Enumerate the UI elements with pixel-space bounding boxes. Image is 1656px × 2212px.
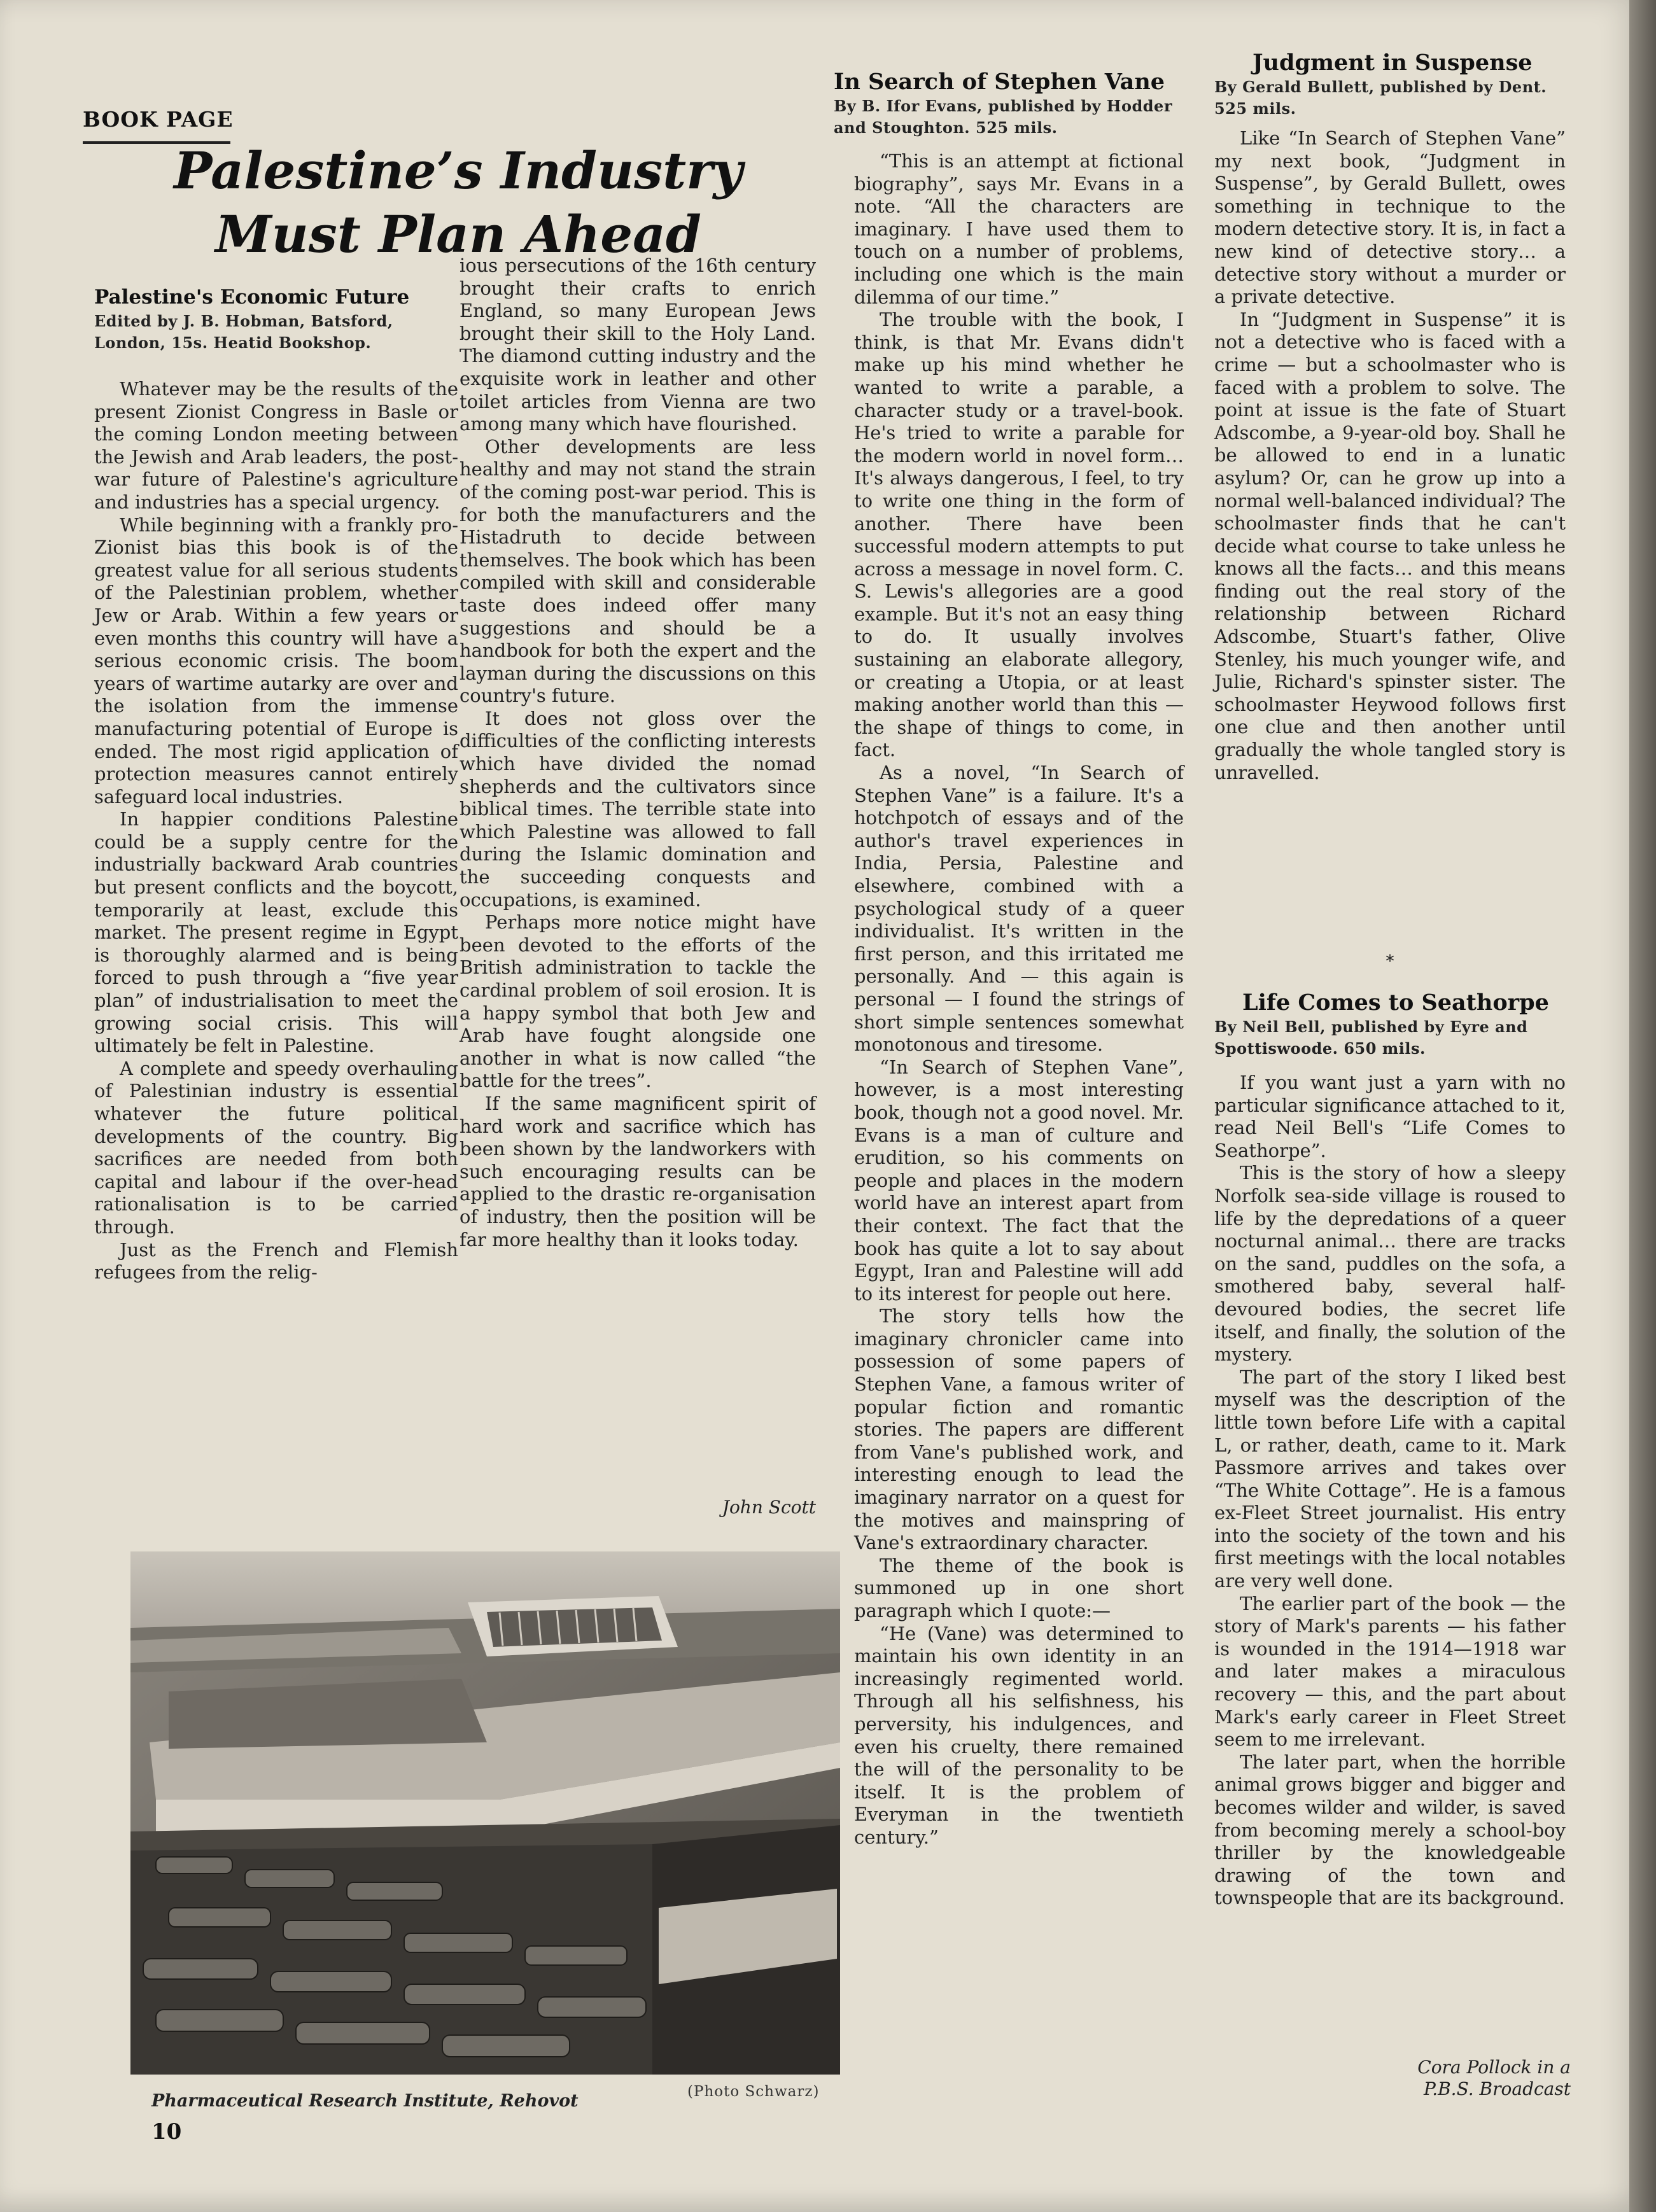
review2-meta: By B. Ifor Evans, published by Hodder and Stoughton. 525 mils.: [834, 97, 1172, 137]
review4-header: [1214, 990, 1571, 1060]
review1-paragraph: It does not gloss over the difficulties of the conflicting interests which have divided the nomad shepherds and the cultivators since biblical times. The terrible state into which Palestine was allowed to fall during the Islamic domination and the succeeding conquests and occupations, is examined.: [460, 707, 816, 911]
review2-paragraph: “He (Vane) was determined to maintain his own identity in an increasingly regimented world. Through all his selfishness, his perversity, his indulgences, and even his cruelty, there remained the will of the personality to be itself. It is the problem of Everyman in the twentieth century.”: [854, 1622, 1184, 1848]
review1-meta: Edited by J. B. Hobman, Batsford, London, 15s. Heatid Bookshop.: [94, 312, 393, 352]
headline-line1: Palestine’s Industry: [174, 141, 743, 200]
review1-paragraph: Just as the French and Flemish refugees from the relig-: [94, 1238, 458, 1284]
review3-paragraph: Like “In Search of Stephen Vane” my next book, “Judgment in Suspense”, by Gerald Bullett, owes something in technique to the modern detective story. It is, in fact a new kind of detective story… a detective story without a murder or a private detective.: [1214, 127, 1566, 308]
review1-paragraph: If the same magnificent spirit of hard work and sacrifice which has been shown by the landworkers with such encouraging results can be applied to the drastic re-organisation of industry, then the position will be far more healthy than it looks today.: [460, 1092, 816, 1250]
separator-star: *: [1386, 952, 1394, 971]
review4-meta: By Neil Bell, published by Eyre and Spottiswoode. 650 mils.: [1214, 1018, 1528, 1058]
review2-paragraph: “This is an attempt at fictional biography”, says Mr. Evans in a note. “All the characters are imaginary. I have used them to touch on a number of problems, including one which is the main dilemma of our time.”: [854, 150, 1184, 308]
institute-photo: [130, 1551, 840, 2075]
review2-paragraph: The theme of the book is summoned up in one short paragraph which I quote:—: [854, 1554, 1184, 1621]
review4-paragraph: This is the story of how a sleepy Norfolk sea-side village is roused to life by the depredations of a queer nocturnal animal… there are tracks on the sand, puddles on the sofa, a smothered baby, several half-devoured bodies, the secret life itself, and finally, the solution of the mystery.: [1214, 1162, 1566, 1366]
photo-credit: (Photo Schwarz): [687, 2083, 820, 2100]
headline-line2: Must Plan Ahead: [215, 204, 701, 264]
review1-paragraph: While beginning with a frankly pro-Zionist bias this book is of the greatest value for all serious students of the Palestinian problem, whether Jew or Arab. Within a few years or even months this country will have a serious economic crisis. The boom years of wartime autarky are over and the isolation from the immense manufacturing potential of Europe is ended. The most rigid application of protection measures cannot entirely safeguard local industries.: [94, 514, 458, 808]
review1-signature: John Scott: [722, 1497, 816, 1518]
review4-paragraph: If you want just a yarn with no particular significance attached to it, read Neil Bell's “Life Comes to Seathorpe”.: [1214, 1072, 1566, 1161]
review2-paragraph: The trouble with the book, I think, is that Mr. Evans didn't make up his mind whether he wanted to write a parable, a character study or a travel-book. He's tried to write a parable for the modern world in novel form… It's always dangerous, I feel, to try to write one thing in the form of another. There have been successful modern attempts to put across a message in novel form. C. S. Lewis's allegories are a good example. But it's not an easy thing to do. It usually involves sustaining an elaborate allegory, or creating a Utopia, or at least making another world than this — the shape of things to come, in fact.: [854, 309, 1184, 761]
review1-paragraph: Other developments are less healthy and may not stand the strain of the coming post-war period. This is for both the manufacturers and the Histadruth to decide between themselves. The book which has been compiled with skill and considerable taste does indeed offer many suggestions and should be a handbook for both the expert and the layman during the discussions on this country's future.: [460, 435, 816, 707]
institute-photo-illustration: [130, 1551, 840, 2075]
review4-signature-line1: Cora Pollock in a: [1417, 2057, 1571, 2078]
review1-paragraph: In happier conditions Palestine could be a supply centre for the industrially backward Arab countries but present conflicts and the boycott, temporarily at least, exclude this market. The present regime in Egypt is thoroughly alarmed and is being forced to push through a “five year plan” of industrialisation to meet the growing social crisis. This will ultimately be felt in Palestine.: [94, 808, 458, 1057]
review3-title: Judgment in Suspense: [1253, 50, 1533, 76]
page-edge-shadow: [1629, 0, 1656, 2212]
photo-caption: Pharmaceutical Research Institute, Rehovot: [151, 2091, 579, 2111]
review4-signature-line2: P.B.S. Broadcast: [1424, 2078, 1571, 2099]
review1-title: Palestine's Economic Future: [94, 286, 410, 309]
page-number: 10: [151, 2119, 182, 2145]
review4-paragraph: The part of the story I liked best myself was the description of the little town before Life with a capital L, or rather, death, came to it. Mark Passmore arrives and takes over “The White Cottage”. He is a famous ex-Fleet Street journalist. His entry into the society of the town and his first meetings with the local notables are very well done.: [1214, 1366, 1566, 1592]
review4-paragraph: The earlier part of the book — the story of Mark's parents — his father is wounded in the 1914—1918 war and later makes a miraculous recovery — this, and the part about Mark's early career in Fleet Street seem to me irrelevant.: [1214, 1592, 1566, 1751]
section-label: BOOK PAGE: [83, 107, 234, 132]
review3-body: [1214, 127, 1566, 784]
review1-paragraph: ious persecutions of the 16th century brought their crafts to enrich England, so many European Jews brought their skill to the Holy Land. The diamond cutting industry and the exquisite work in leather and other toilet articles from Vienna are two among many which have flourished.: [460, 255, 816, 435]
review3-paragraph: In “Judgment in Suspense” it is not a detective who is faced with a crime — but a schoolmaster who is faced with a problem to solve. The point at issue is the fate of Stuart Adscombe, a 9-year-old boy. Shall he be allowed to end in a lunatic asylum? Or, can he grow up into a normal well-balanced individual? The schoolmaster finds that he can't decide what course to take unless he knows all the facts… and this means finding out the real story of the relationship between Richard Adscombe, Stuart's father, Olive Stenley, his much younger wife, and Julie, Richard's spinster sister. The schoolmaster Heywood follows first one clue and then another until gradually the whole tangled story is unravelled.: [1214, 308, 1566, 783]
review1-paragraph: A complete and speedy overhauling of Palestinian industry is essential whatever the future political developments of the country. Big sacrifices are needed from both capital and labour if the over-head rationalisation is to be carried through.: [94, 1057, 458, 1238]
review3-header: [1214, 50, 1571, 120]
review2-paragraph: As a novel, “In Search of Stephen Vane” is a failure. It's a hotchpotch of essays and of the author's travel experiences in India, Persia, Palestine and elsewhere, combined with a psychological study of a queer individualist. It's written in the first person, and this irritated me personally. And — this again is personal — I found the strings of short simple sentences somewhat monotonous and tiresome.: [854, 762, 1184, 1056]
review2-body: [854, 150, 1184, 1849]
review1-paragraph: Whatever may be the results of the present Zionist Congress in Basle or the coming London meeting between the Jewish and Arab leaders, the post-war future of Palestine's agriculture and industries has a special urgency.: [94, 378, 458, 513]
review4-title: Life Comes to Seathorpe: [1242, 990, 1549, 1016]
headline: [146, 139, 770, 266]
review2-header: [834, 69, 1181, 139]
review2-paragraph: The story tells how the imaginary chronicler came into possession of some papers of Stephen Vane, a famous writer of popular fiction and romantic stories. The papers are different from Vane's published work, and interesting enough to lead the imaginary narrator on a quest for the motives and mainspring of Vane's extraordinary character.: [854, 1305, 1184, 1554]
review1-header: [94, 284, 451, 354]
review1-column1: [94, 378, 458, 1284]
review3-meta: By Gerald Bullett, published by Dent. 525 mils.: [1214, 78, 1547, 118]
review1-column2: [460, 255, 816, 1251]
review2-paragraph: “In Search of Stephen Vane”, however, is a most interesting book, though not a good novel. Mr. Evans is a man of culture and erudition, so his comments on people and places in the modern world have an interest apart from their context. The fact that the book has quite a lot to say about Egypt, Iran and Palestine will add to its interest for people out here.: [854, 1056, 1184, 1305]
review4-body: [1214, 1072, 1566, 1910]
review4-paragraph: The later part, when the horrible animal grows bigger and bigger and becomes wilder and wilder, is saved from becoming merely a school-boy thriller by the knowledgeable drawing of the town and townspeople that are its background.: [1214, 1751, 1566, 1909]
review4-signature: [1214, 2057, 1571, 2100]
review2-title: In Search of Stephen Vane: [834, 69, 1165, 95]
review1-paragraph: Perhaps more notice might have been devoted to the efforts of the British administration to tackle the cardinal problem of soil erosion. It is a happy symbol that both Jew and Arab have fought alongside one another in what is now called “the battle for the trees”.: [460, 911, 816, 1092]
